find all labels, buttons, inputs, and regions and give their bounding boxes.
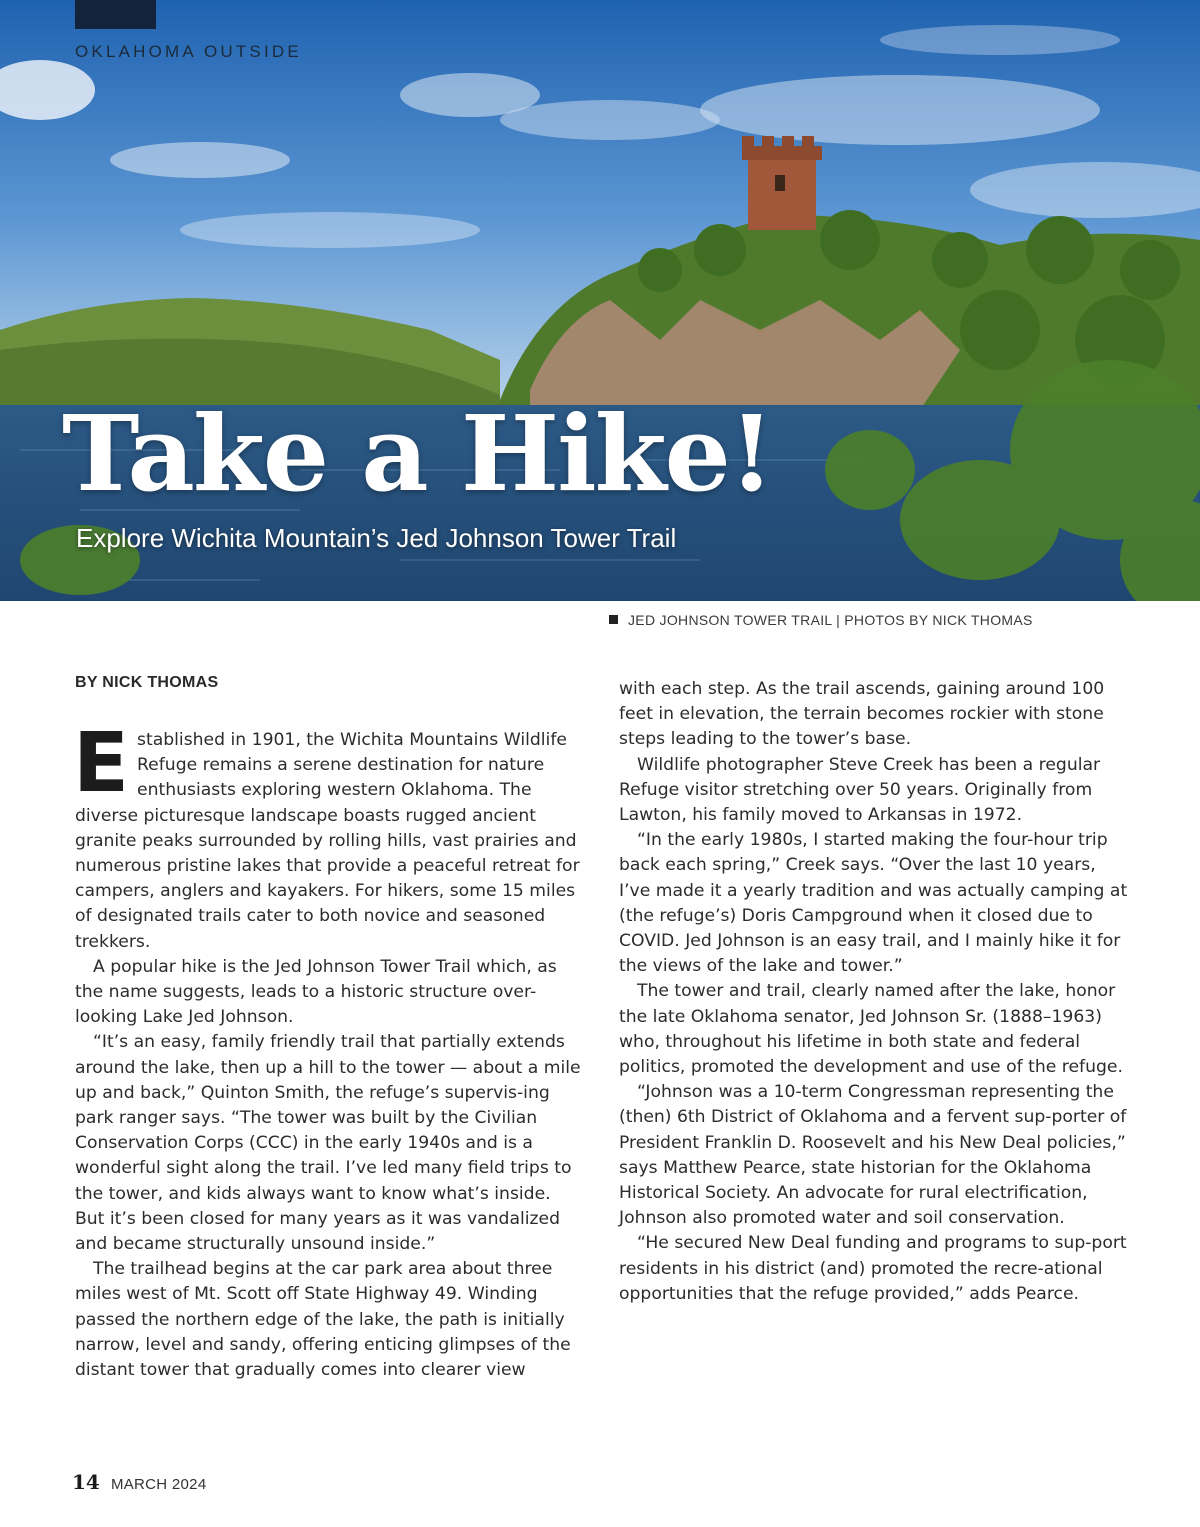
article-column-right [619, 677, 1129, 1307]
paragraph: A popular hike is the Jed Johnson Tower Trail which, as the name suggests, leads to a historic structure over-looking Lake Jed Johnson. [75, 956, 557, 1028]
article-title: Take a Hike! [62, 392, 773, 515]
page-number: 14 [72, 1470, 100, 1494]
issue-date: MARCH 2024 [110, 1476, 207, 1493]
article-subtitle: Explore Wichita Mountain’s Jed Johnson Tower Trail [76, 523, 677, 553]
section-label: OKLAHOMA OUTSIDE [75, 42, 302, 61]
paragraph: “It’s an easy, family friendly trail that partially extends around the lake, then up a hill to the tower — about a mile up and back,” Quinton Smith, the refuge’s supervis-ing park ranger says. “The tower was built by the Civilian Conservation Corps (CCC) in the early 1940s and is a wonderful sight along the trail. I’ve led many field trips to the tower, and kids always want to know what’s inside. But it’s been closed for many years as it was vandalized and became structurally unsound inside.” [75, 1032, 581, 1255]
stone-tower [742, 136, 822, 230]
paragraph: The tower and trail, clearly named after the lake, honor the late Oklahoma senator, Jed Johnson Sr. (1888–1963) who, throughout his lifetime in both state and federal politics, promoted the development and use of the refuge. [619, 981, 1123, 1078]
article-column-left [73, 716, 585, 1383]
paragraph: Wildlife photographer Steve Creek has been a regular Refuge visitor stretching over 50 years. Originally from Lawton, his family moved to Arkansas in 1972. [619, 754, 1101, 826]
paragraph: “Johnson was a 10-term Congressman representing the (then) 6th District of Oklahoma and a fervent sup-porter of President Franklin D. Roosevelt and his New Deal policies,” says Matthew Pearce, state historian for the Oklahoma Historical Society. An advocate for rural electrification, Johnson also promoted water and soil conservation. [619, 1082, 1127, 1229]
page-footer [72, 1470, 206, 1494]
hero-photo [0, 0, 1200, 601]
paragraph: The trailhead begins at the car park area about three miles west of Mt. Scott off State Highway 49. Winding passed the northern edge of the lake, the path is initially narrow, level and sandy, offering enticing glimpses of the distant tower that gradually comes into clearer view [75, 1259, 571, 1381]
caption-bullet-icon [609, 615, 618, 624]
paragraph: “In the early 1980s, I started making the four-hour trip back each spring,” Creek says. “Over the last 10 years, I’ve made it a yearly tradition and was actually camping at (the refuge’s) Doris Campground when it closed due to COVID. Jed Johnson is an easy trail, and I mainly hike it for the views of the lake and tower.” [619, 830, 1128, 977]
caption-text: JED JOHNSON TOWER TRAIL | PHOTOS BY NICK THOMAS [628, 612, 1033, 628]
paragraph: “He secured New Deal funding and programs to sup-port residents in his district (and) promoted the recre-ational opportunities that the refuge provided,” adds Pearce. [619, 1233, 1127, 1304]
drop-cap: E [73, 716, 130, 811]
photo-caption [609, 612, 1033, 628]
paragraph: Established in 1901, the Wichita Mountains Wildlife Refuge remains a serene destination for nature enthusiasts exploring western Oklahoma. The diverse picturesque landscape boasts rugged ancient granite peaks surrounded by rolling hills, vast prairies and numerous pristine lakes that provide a peaceful retreat for campers, anglers and kayakers. For hikers, some 15 miles of designated trails cater to both novice and seasoned trekkers. [73, 716, 580, 952]
paragraph: with each step. As the trail ascends, gaining around 100 feet in elevation, the terrain becomes rockier with stone steps leading to the tower’s base. [619, 679, 1105, 750]
section-tab [75, 0, 156, 29]
byline: BY NICK THOMAS [75, 674, 219, 691]
